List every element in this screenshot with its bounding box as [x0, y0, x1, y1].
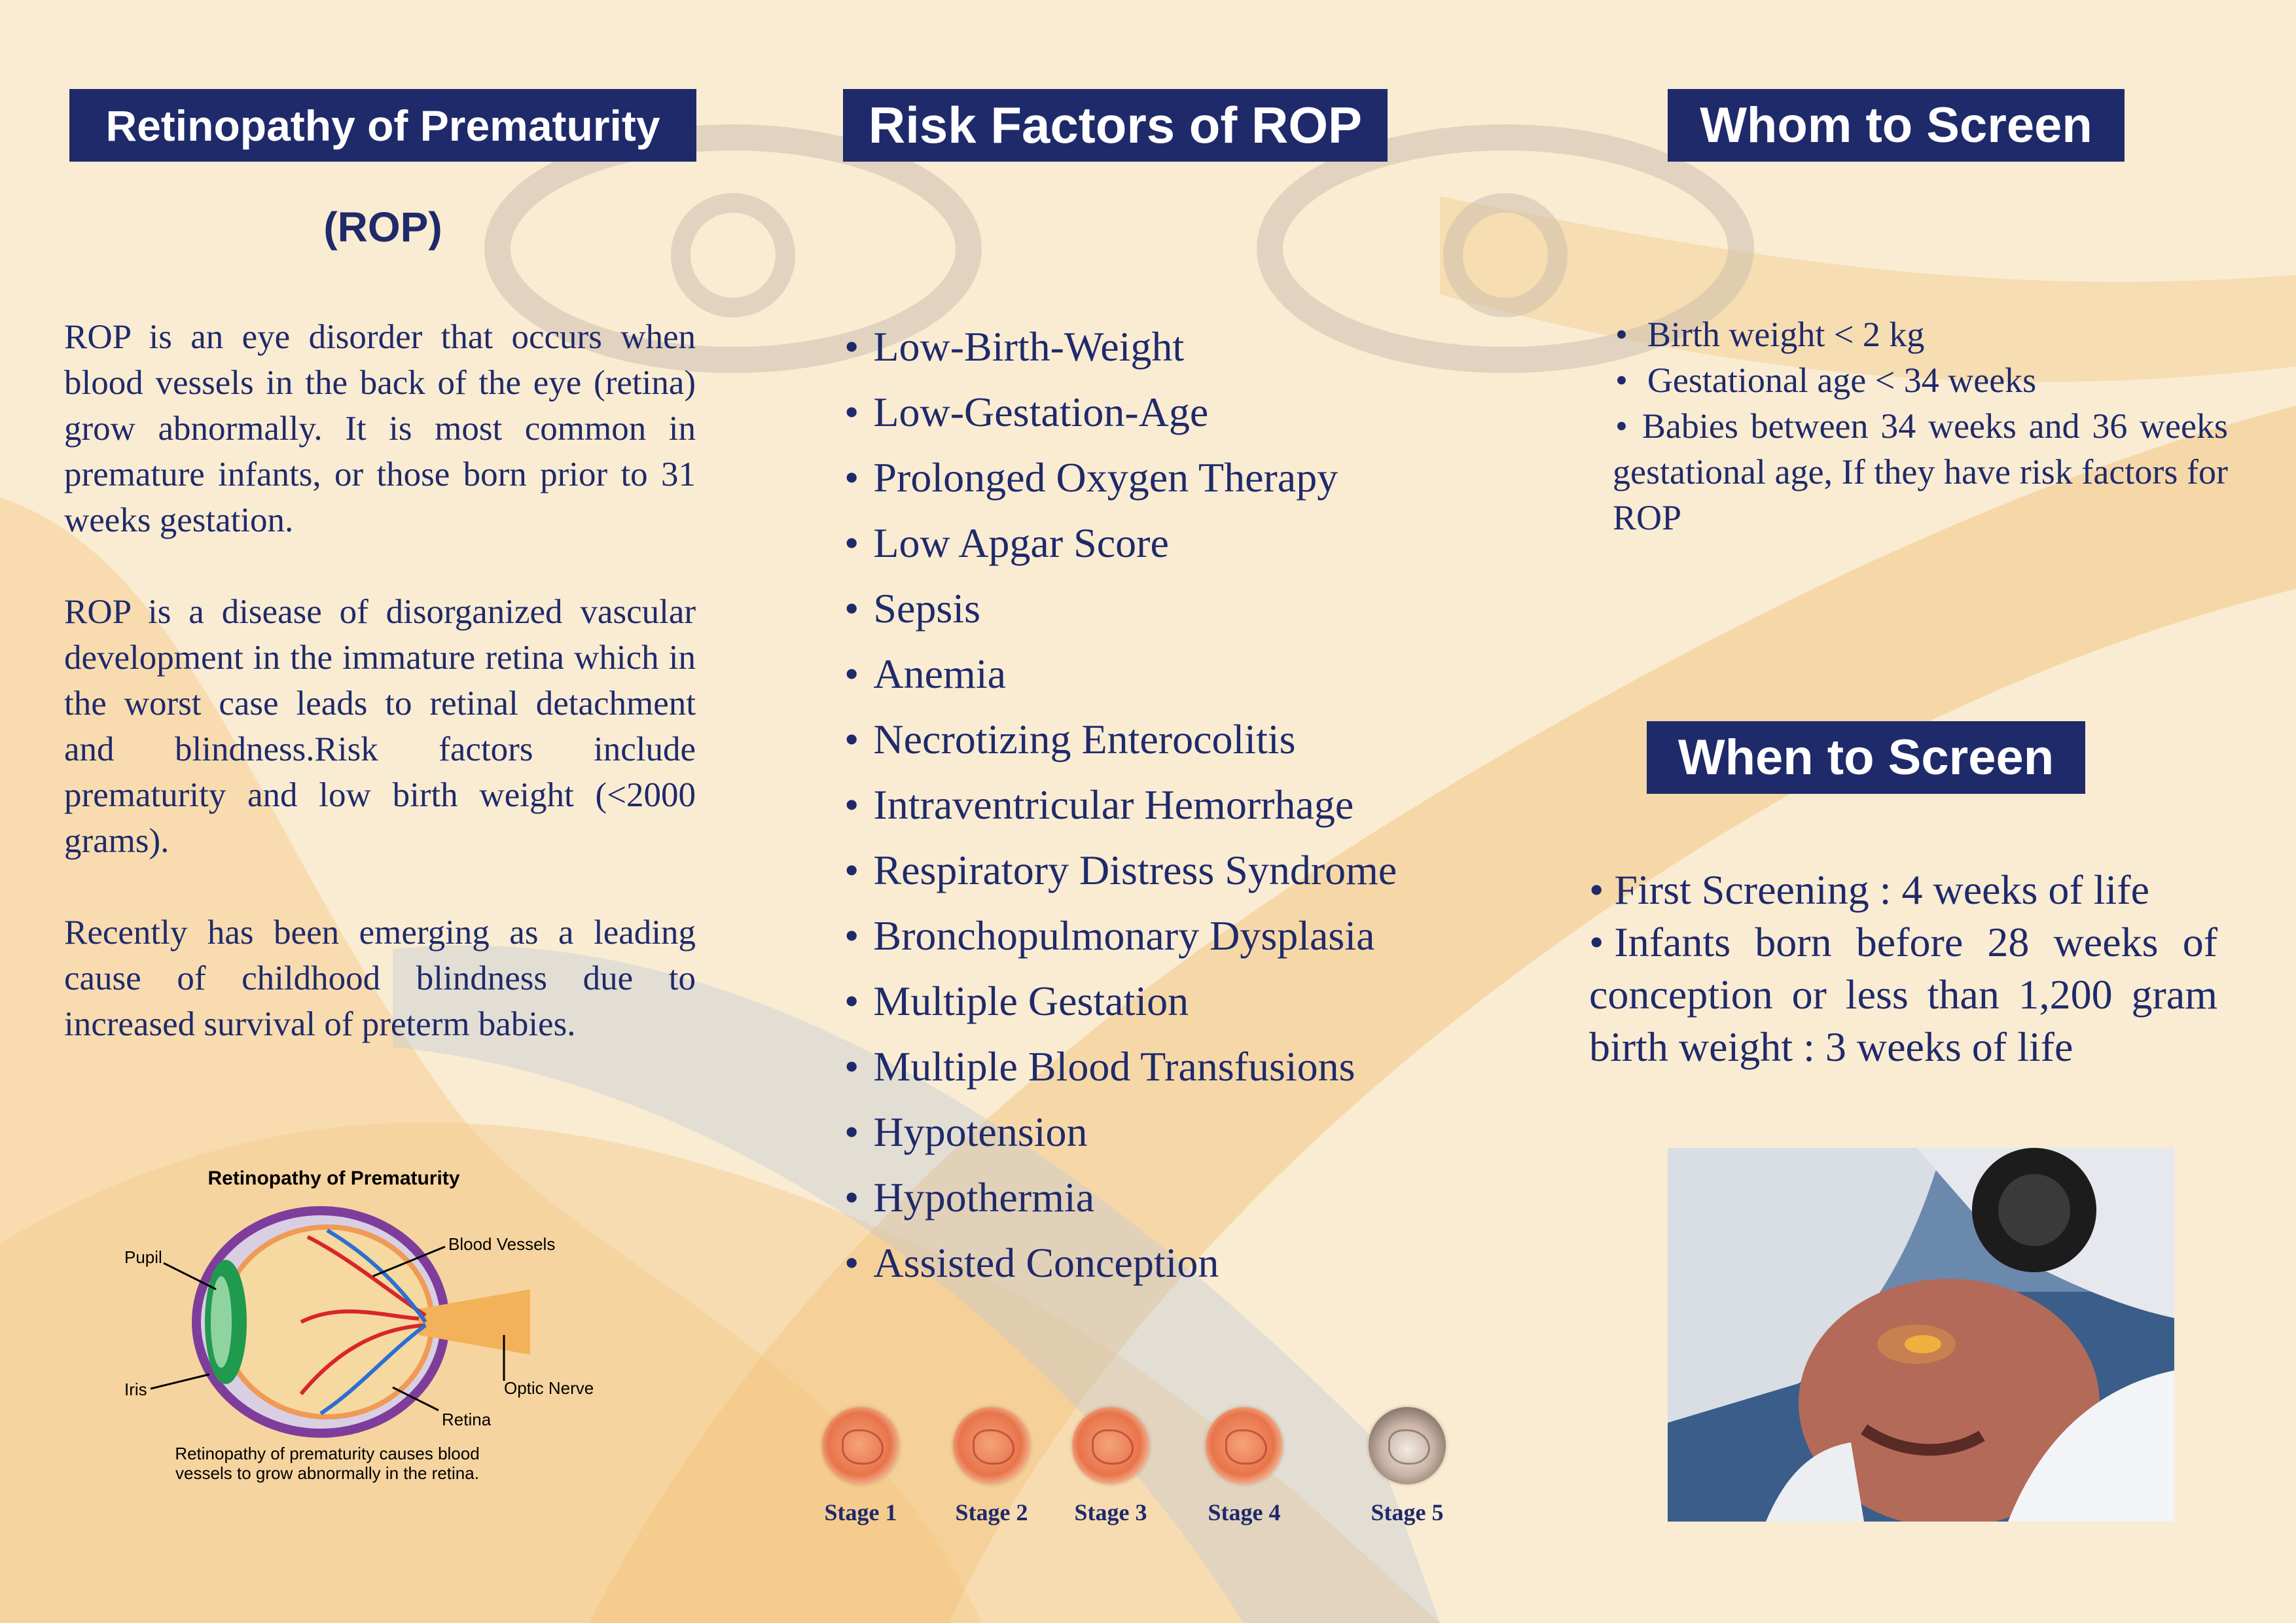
eye-anatomy-diagram [111, 1158, 609, 1492]
whom-to-screen-heading: Whom to Screen [1668, 89, 2125, 162]
optic-nerve-label: Optic Nerve [504, 1378, 594, 1398]
infant-eye-exam-photo [1668, 1148, 2174, 1522]
list-item: • Anemia [844, 641, 1397, 707]
rop-heading: Retinopathy of Prematurity [69, 89, 696, 162]
stage-label: Stage 3 [1074, 1499, 1147, 1525]
list-item: • Prolonged Oxygen Therapy [844, 445, 1397, 510]
risk-factors-heading: Risk Factors of ROP [843, 89, 1388, 162]
list-item: • First Screening : 4 weeks of life [1589, 864, 2217, 916]
list-item: • Multiple Blood Transfusions [844, 1034, 1397, 1099]
list-item: • Sepsis [844, 576, 1397, 641]
stage-label: Stage 4 [1208, 1499, 1281, 1525]
pupil-label: Pupil [124, 1247, 162, 1267]
rop-subheading: (ROP) [323, 204, 442, 251]
stage-4 [1195, 1407, 1293, 1526]
rop-paragraph-1: ROP is an eye disorder that occurs when blood vessels in the back of the eye (retina) grow abnormally. It is most common in premature infants, or those born prior to 31 weeks gestation. [64, 318, 696, 539]
retina-stage-icon [1072, 1407, 1149, 1484]
list-item: • Birth weight < 2 kg [1613, 312, 2228, 357]
list-item: • Assisted Conception [844, 1230, 1397, 1296]
diagram-caption-line-2: vessels to grow abnormally in the retina. [175, 1463, 479, 1483]
stage-label: Stage 5 [1371, 1499, 1444, 1525]
list-item: • Gestational age < 34 weeks [1613, 357, 2228, 403]
list-item: • Low-Gestation-Age [844, 380, 1397, 445]
risk-factors-list [844, 314, 1397, 1296]
when-to-screen-list [1589, 864, 2217, 1073]
list-item: • Low Apgar Score [844, 510, 1397, 576]
retina-stage-icon [1206, 1407, 1283, 1484]
diagram-caption-line-1: Retinopathy of prematurity causes blood [175, 1444, 480, 1463]
stage-2 [942, 1407, 1041, 1526]
iris-label: Iris [124, 1380, 147, 1399]
list-item: • Multiple Gestation [844, 969, 1397, 1034]
list-item: • Infants born before 28 weeks of conception or less than 1,200 gram birth weight : 3 weeks of life [1589, 916, 2217, 1073]
stage-1 [812, 1407, 910, 1526]
list-item: • Low-Birth-Weight [844, 314, 1397, 380]
blood-vessels-label: Blood Vessels [448, 1234, 556, 1254]
list-item: • Bronchopulmonary Dysplasia [844, 903, 1397, 969]
stage-5 [1358, 1407, 1456, 1526]
retina-stage-icon [1369, 1407, 1446, 1484]
rop-paragraph-3: Recently has been emerging as a leading cause of childhood blindness due to increased survival of preterm babies. [64, 914, 696, 1043]
when-to-screen-heading: When to Screen [1647, 721, 2085, 794]
retina-stage-icon [822, 1407, 899, 1484]
rop-paragraph-2: ROP is a disease of disorganized vascular development in the immature retina which in the worst case leads to retinal detachment and blindness.Risk factors include prematurity and low birth weight (<2000 grams). [64, 593, 696, 860]
retina-stage-icon [953, 1407, 1030, 1484]
list-item: • Hypothermia [844, 1165, 1397, 1230]
list-item: • Necrotizing Enterocolitis [844, 707, 1397, 772]
list-item: • Intraventricular Hemorrhage [844, 772, 1397, 838]
list-item: • Babies between 34 weeks and 36 weeks gestational age, If they have risk factors for ROP [1613, 403, 2228, 541]
stage-label: Stage 1 [824, 1499, 897, 1525]
whom-to-screen-list [1613, 312, 2228, 541]
stage-3 [1062, 1407, 1160, 1526]
list-item: • Respiratory Distress Syndrome [844, 838, 1397, 903]
list-item: • Hypotension [844, 1099, 1397, 1165]
stage-label: Stage 2 [955, 1499, 1028, 1525]
retina-label: Retina [442, 1410, 492, 1429]
diagram-title: Retinopathy of Prematurity [207, 1168, 460, 1189]
